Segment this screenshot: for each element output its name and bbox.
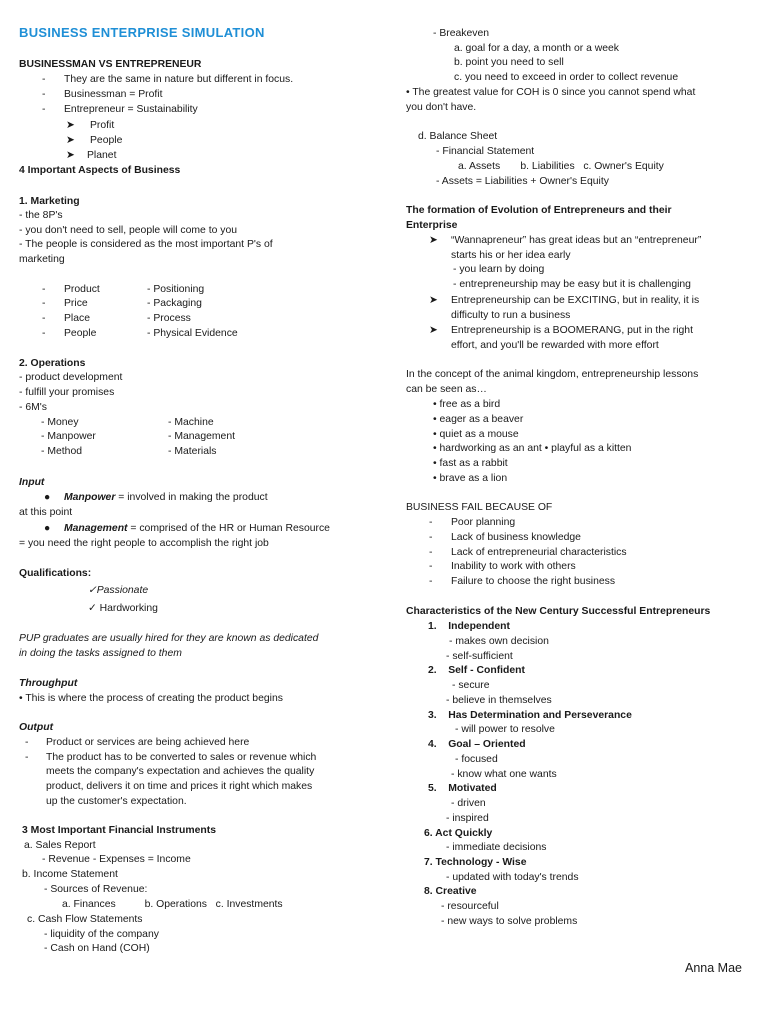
formation-heading: The formation of Evolution of Entrepreneurs and their [406, 205, 672, 216]
text-line: b. point you need to sell [454, 57, 564, 68]
text-line: meets the company's expectation and achieves the quality [46, 766, 315, 777]
fail-heading: BUSINESS FAIL BECAUSE OF [406, 502, 553, 513]
text-line: - new ways to solve problems [441, 916, 578, 927]
text-line: - The people is considered as the most important P's of [19, 239, 273, 250]
list-dash: - [42, 328, 46, 339]
list-dash: - [429, 561, 433, 572]
list-item: Product [64, 284, 100, 295]
author-signature: Anna Mae [685, 961, 742, 975]
text-line: - makes own decision [449, 636, 549, 647]
list-item: - Machine [168, 417, 214, 428]
text-line: - Assets = Liabilities + Owner's Equity [436, 176, 609, 187]
text-line: - entrepreneurship may be easy but it is challenging [453, 279, 691, 290]
list-dash: - [429, 576, 433, 587]
list-item: - Packaging [147, 298, 202, 309]
text-line: - Breakeven [433, 28, 490, 39]
list-item: - Positioning [147, 284, 205, 295]
management-line [64, 522, 330, 537]
text-line: up the customer's expectation. [46, 796, 187, 807]
text-line: PUP graduates are usually hired for they are known as dedicated [19, 633, 319, 644]
list-dash: - [429, 532, 433, 543]
list-dash: - [42, 104, 46, 115]
text-line: in doing the tasks assigned to them [19, 648, 182, 659]
arrow-bullet-icon: ➤ [429, 235, 438, 246]
text-line: a. goal for a day, a month or a week [454, 43, 619, 54]
list-item: People [90, 135, 123, 146]
list-item: Inability to work with others [451, 561, 576, 572]
list-item: Businessman = Profit [64, 89, 163, 100]
characteristic-title: 1. Independent [428, 621, 510, 632]
list-item: Price [64, 298, 88, 309]
text-line: - product development [19, 372, 123, 383]
text-line: product, delivers it on time and prices it right which makes [46, 781, 313, 792]
text-line: - Sources of Revenue: [44, 884, 148, 895]
list-item: Lack of business knowledge [451, 532, 581, 543]
formation-heading: Enterprise [406, 220, 458, 231]
arrow-bullet-icon: ➤ [66, 150, 75, 161]
text-line: - Revenue - Expenses = Income [42, 854, 191, 865]
text-line: b. Income Statement [22, 869, 118, 880]
list-item: Failure to choose the right business [451, 576, 616, 587]
list-item: Place [64, 313, 90, 324]
text-line: The product has to be converted to sales or revenue which [46, 752, 317, 763]
text-line: - believe in themselves [446, 695, 552, 706]
arrow-bullet-icon: ➤ [429, 295, 438, 306]
list-item: - Management [168, 431, 235, 442]
aspects-heading: 4 Important Aspects of Business [19, 165, 181, 176]
text-line: = you need the right people to accomplish the right job [19, 538, 269, 549]
text-line: effort, and you'll be rewarded with more effort [451, 340, 659, 351]
businessman-heading: BUSINESSMAN VS ENTREPRENEUR [19, 59, 202, 70]
text-line: - you don't need to sell, people will come to you [19, 225, 238, 236]
list-item: • quiet as a mouse [433, 429, 519, 440]
list-dash: - [42, 74, 46, 85]
checkmark-icon: ✓ [88, 603, 100, 614]
characteristic-title: 6. Act Quickly [424, 828, 493, 839]
text-line: - liquidity of the company [44, 929, 159, 940]
text-line: d. Balance Sheet [418, 131, 498, 142]
list-item: - Manpower [41, 431, 96, 442]
list-dash: - [429, 517, 433, 528]
operations-heading: 2. Operations [19, 358, 86, 369]
arrow-bullet-icon: ➤ [429, 325, 438, 336]
list-item: Planet [87, 150, 117, 161]
text-line: - fulfill your promises [19, 387, 115, 398]
text-line: Entrepreneurship can be EXCITING, but in reality, it is [451, 295, 700, 306]
text-line: • This is where the process of creating the product begins [19, 693, 283, 704]
list-dash: - [42, 313, 46, 324]
text-line: a. Assets b. Liabilities c. Owner's Equity [458, 161, 664, 172]
list-item: Entrepreneur = Sustainability [64, 104, 198, 115]
list-item: • fast as a rabbit [433, 458, 508, 469]
list-item: People [64, 328, 97, 339]
arrow-bullet-icon: ➤ [66, 135, 75, 146]
output-heading: Output [19, 722, 54, 733]
list-dash: - [429, 547, 433, 558]
text-line: a. Finances b. Operations c. Investments [62, 899, 283, 910]
text-line: - know what one wants [451, 769, 557, 780]
text-line: at this point [19, 507, 73, 518]
list-dash: - [42, 284, 46, 295]
financial-heading: 3 Most Important Financial Instruments [22, 825, 216, 836]
page-title: BUSINESS ENTERPRISE SIMULATION [19, 25, 265, 40]
text-line: starts his or her idea early [451, 250, 571, 261]
qualification-item: ✓Passionate [88, 585, 149, 596]
text-line: a. Sales Report [24, 840, 96, 851]
list-item: - Physical Evidence [147, 328, 238, 339]
text-line: - focused [455, 754, 498, 765]
text-line: “Wannapreneur” has great ideas but an “entrepreneur” [451, 235, 702, 246]
characteristic-title: 2. Self - Confident [428, 665, 525, 676]
list-item: - Process [147, 313, 191, 324]
text-line: - immediate decisions [446, 842, 547, 853]
text-line: marketing [19, 254, 65, 265]
text-line: c. you need to exceed in order to collect revenue [454, 72, 679, 83]
text-line: - Financial Statement [436, 146, 535, 157]
text-line: - 6M's [19, 402, 47, 413]
characteristic-title: 8. Creative [424, 886, 477, 897]
throughput-heading: Throughput [19, 678, 78, 689]
text-line: you don't have. [406, 102, 477, 113]
text-line: • The greatest value for COH is 0 since you cannot spend what [406, 87, 696, 98]
text-line: difficulty to run a business [451, 310, 571, 321]
input-heading: Input [19, 477, 45, 488]
text-line: - resourceful [441, 901, 499, 912]
text-line: - driven [451, 798, 486, 809]
list-item: Product or services are being achieved here [46, 737, 250, 748]
text-line: In the concept of the animal kingdom, entrepreneurship lessons [406, 369, 699, 380]
text-line: can be seen as… [406, 384, 487, 395]
characteristic-title: 4. Goal – Oriented [428, 739, 526, 750]
text-line: - self-sufficient [446, 651, 513, 662]
characteristic-title: 3. Has Determination and Perseverance [428, 710, 632, 721]
text-line: - you learn by doing [453, 264, 545, 275]
characteristic-title: 7. Technology - Wise [424, 857, 527, 868]
list-item: - Materials [168, 446, 217, 457]
text-line: - Cash on Hand (COH) [44, 943, 150, 954]
management-term: Management [64, 523, 128, 534]
characteristic-title: 5. Motivated [428, 783, 497, 794]
manpower-line [64, 491, 268, 506]
text-line: - the 8P's [19, 210, 63, 221]
list-dash: - [42, 298, 46, 309]
manpower-def: = involved in making the product [118, 492, 268, 503]
list-item: • brave as a lion [433, 473, 508, 484]
text-line: - inspired [446, 813, 489, 824]
marketing-heading: 1. Marketing [19, 196, 80, 207]
management-def: = comprised of the HR or Human Resource [130, 523, 330, 534]
manpower-term: Manpower [64, 492, 116, 503]
bullet-dot-icon: ● [44, 492, 51, 503]
list-item: Lack of entrepreneurial characteristics [451, 547, 627, 558]
list-item: • hardworking as an ant • playful as a kitten [433, 443, 632, 454]
list-item: Poor planning [451, 517, 516, 528]
list-dash: - [42, 89, 46, 100]
checkmark-icon: ✓ [88, 585, 97, 596]
qualifications-heading: Qualifications: [19, 568, 92, 579]
list-dash: - [25, 737, 29, 748]
text-line: c. Cash Flow Statements [27, 914, 143, 925]
text-line: - updated with today's trends [446, 872, 579, 883]
characteristics-heading: Characteristics of the New Century Successful Entrepreneurs [406, 606, 711, 617]
list-item: - Method [41, 446, 83, 457]
list-dash: - [25, 752, 29, 763]
bullet-dot-icon: ● [44, 523, 51, 534]
arrow-bullet-icon: ➤ [66, 120, 75, 131]
qualification-item: ✓ Hardworking [88, 603, 158, 614]
list-item: • eager as a beaver [433, 414, 524, 425]
text-line: Entrepreneurship is a BOOMERANG, put in the right [451, 325, 693, 336]
list-item: They are the same in nature but different in focus. [64, 74, 294, 85]
text-line: - will power to resolve [455, 724, 555, 735]
list-item: - Money [41, 417, 79, 428]
list-item: • free as a bird [433, 399, 501, 410]
list-item: Profit [90, 120, 115, 131]
text-line: - secure [452, 680, 490, 691]
